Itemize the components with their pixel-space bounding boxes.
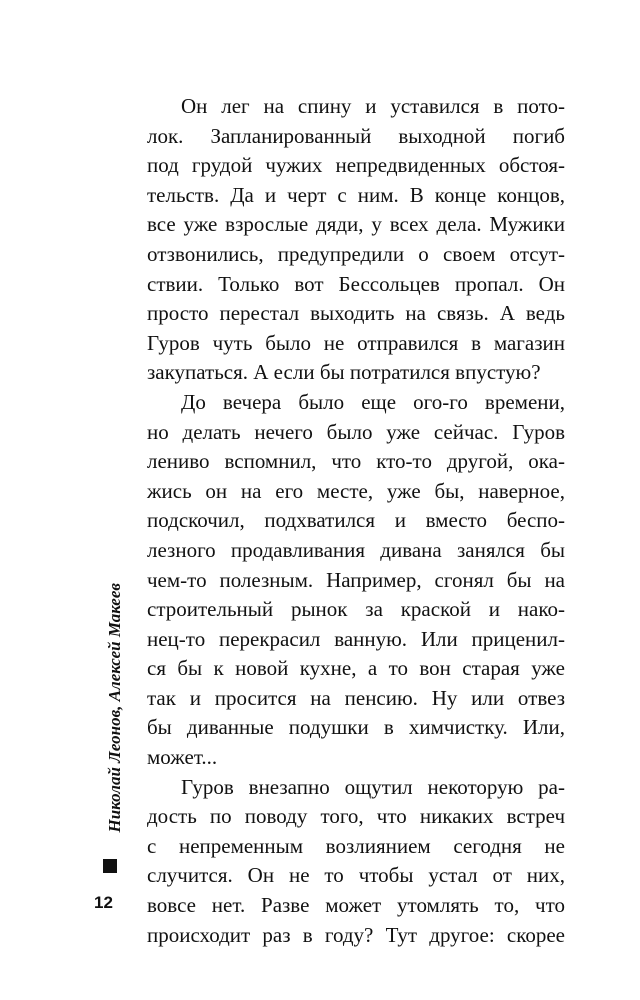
- text-line: но делать нечего было уже сейчас. Гуров: [147, 419, 565, 444]
- text-line: жись он на его месте, уже бы, наверное,: [147, 478, 565, 503]
- text-line: может...: [147, 745, 218, 770]
- text-line: лениво вспомнил, что кто-то другой, ока-: [147, 449, 565, 474]
- text-line: отзвонились, предупредили о своем отсут-: [147, 241, 565, 266]
- page-text: [147, 92, 565, 950]
- text-line: До вечера было еще ого-го времени,: [181, 389, 565, 414]
- text-line: вовсе нет. Разве может утомлять то, что: [147, 893, 565, 918]
- text-line: тельств. Да и черт с ним. В конце концов,: [147, 182, 565, 207]
- text-line: случится. Он не то чтобы устал от них,: [147, 863, 565, 888]
- text-line: строительный рынок за краской и нако-: [147, 597, 565, 622]
- text-line: Гуров чуть было не отправился в магазин: [147, 330, 565, 355]
- text-line: бы диванные подушки в химчистку. Или,: [147, 715, 565, 740]
- page-number: 12: [94, 893, 113, 912]
- text-line: происходит раз в году? Тут другое: скорее: [147, 922, 565, 947]
- text-line: ствии. Только вот Бессольцев пропал. Он: [147, 271, 565, 296]
- text-line: с непременным возлиянием сегодня не: [147, 833, 565, 858]
- text-line: лок. Запланированный выходной погиб: [147, 123, 565, 148]
- text-line: подскочил, подхватился и вместо беспо-: [147, 508, 565, 533]
- text-line: дость по поводу того, что никаких встреч: [147, 804, 565, 829]
- text-line: ся бы к новой кухне, а то вон старая уже: [147, 656, 565, 681]
- text-line: Гуров внезапно ощутил некоторую ра-: [181, 774, 565, 799]
- text-line: просто перестал выходить на связь. А ведь: [147, 301, 565, 326]
- text-line: лезного продавливания дивана занялся бы: [147, 537, 565, 562]
- text-line: чем-то полезным. Например, сгонял бы на: [147, 567, 565, 592]
- text-line: под грудой чужих непредвиденных обстоя-: [147, 153, 565, 178]
- text-line: закупаться. А если бы потратился впустую?: [147, 360, 541, 385]
- text-line: все уже взрослые дяди, у всех дела. Мужики: [147, 212, 565, 237]
- text-line: нец-то перекрасил ванную. Или приценил-: [147, 626, 565, 651]
- running-title: Николай Леонов, Алексей Макеев: [105, 583, 124, 833]
- black-square-icon: [103, 859, 117, 873]
- text-line: Он лег на спину и уставился в пото-: [181, 94, 565, 118]
- text-line: так и просится на пенсию. Ну или отвез: [147, 685, 565, 710]
